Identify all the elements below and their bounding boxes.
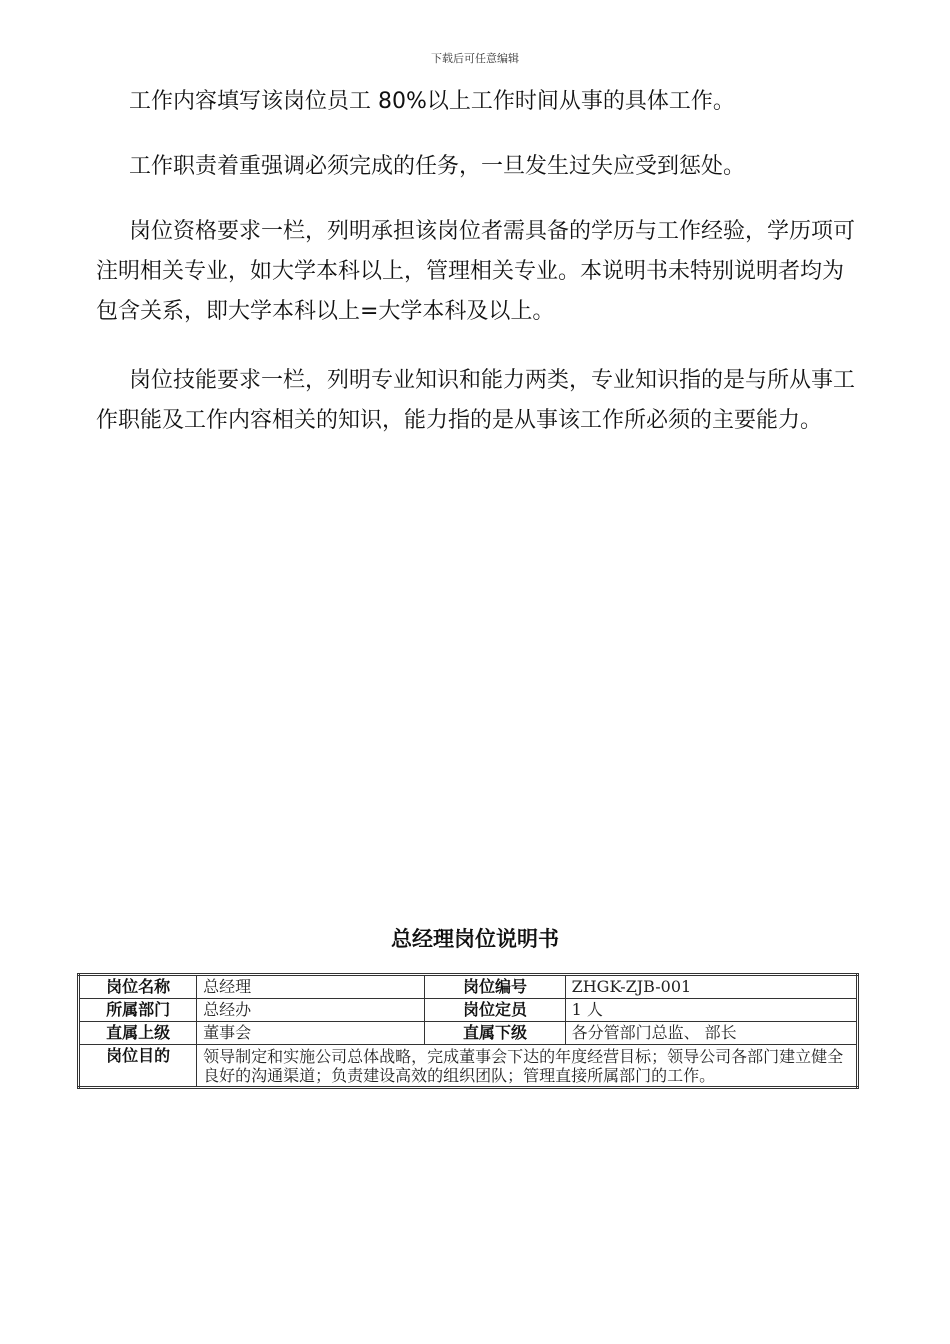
direct-superior-label: 直属上级 <box>79 1022 197 1045</box>
direct-subordinate-label: 直属下级 <box>425 1022 565 1045</box>
position-purpose-value: 领导制定和实施公司总体战略，完成董事会下达的年度经营目标；领导公司各部门建立健全良好的沟通渠道；负责建设高效的组织团队；管理直接所属部门的工作。 <box>197 1045 858 1088</box>
position-name-label: 岗位名称 <box>79 975 197 999</box>
direct-superior-value: 董事会 <box>197 1022 425 1045</box>
table-row <box>79 999 858 1022</box>
position-code-value: ZHGK-ZJB-001 <box>565 975 857 999</box>
position-name-value: 总经理 <box>197 975 425 999</box>
paragraph-work-duties: 工作职责着重强调必须完成的任务，一旦发生过失应受到惩处。 <box>129 154 746 179</box>
paragraph-qualification: 岗位资格要求一栏，列明承担该岗位者需具备的学历与工作经验，学历项可注明相关专业，如大学本科以上，管理相关专业。本说明书未特别说明者均为包含关系，即大学本科以上=大学本科及以上。 <box>96 219 856 324</box>
department-label: 所属部门 <box>79 999 197 1022</box>
page-header-note: 下载后可任意编辑 <box>431 52 519 65</box>
paragraph-skills: 岗位技能要求一栏，列明专业知识和能力两类，专业知识指的是与所从事工作职能及工作内容相关的知识，能力指的是从事该工作所必须的主要能力。 <box>96 368 856 433</box>
table-row <box>79 975 858 999</box>
job-info-table <box>77 973 859 1089</box>
direct-subordinate-value: 各分管部门总监、 部长 <box>565 1022 857 1045</box>
position-code-label: 岗位编号 <box>425 975 565 999</box>
department-value: 总经办 <box>197 999 425 1022</box>
paragraph-work-content: 工作内容填写该岗位员工 80%以上工作时间从事的具体工作。 <box>129 89 735 114</box>
table-row <box>79 1045 858 1088</box>
headcount-value: 1 人 <box>565 999 857 1022</box>
document-title: 总经理岗位说明书 <box>391 927 559 951</box>
position-purpose-label: 岗位目的 <box>79 1045 197 1088</box>
table-row <box>79 1022 858 1045</box>
headcount-label: 岗位定员 <box>425 999 565 1022</box>
